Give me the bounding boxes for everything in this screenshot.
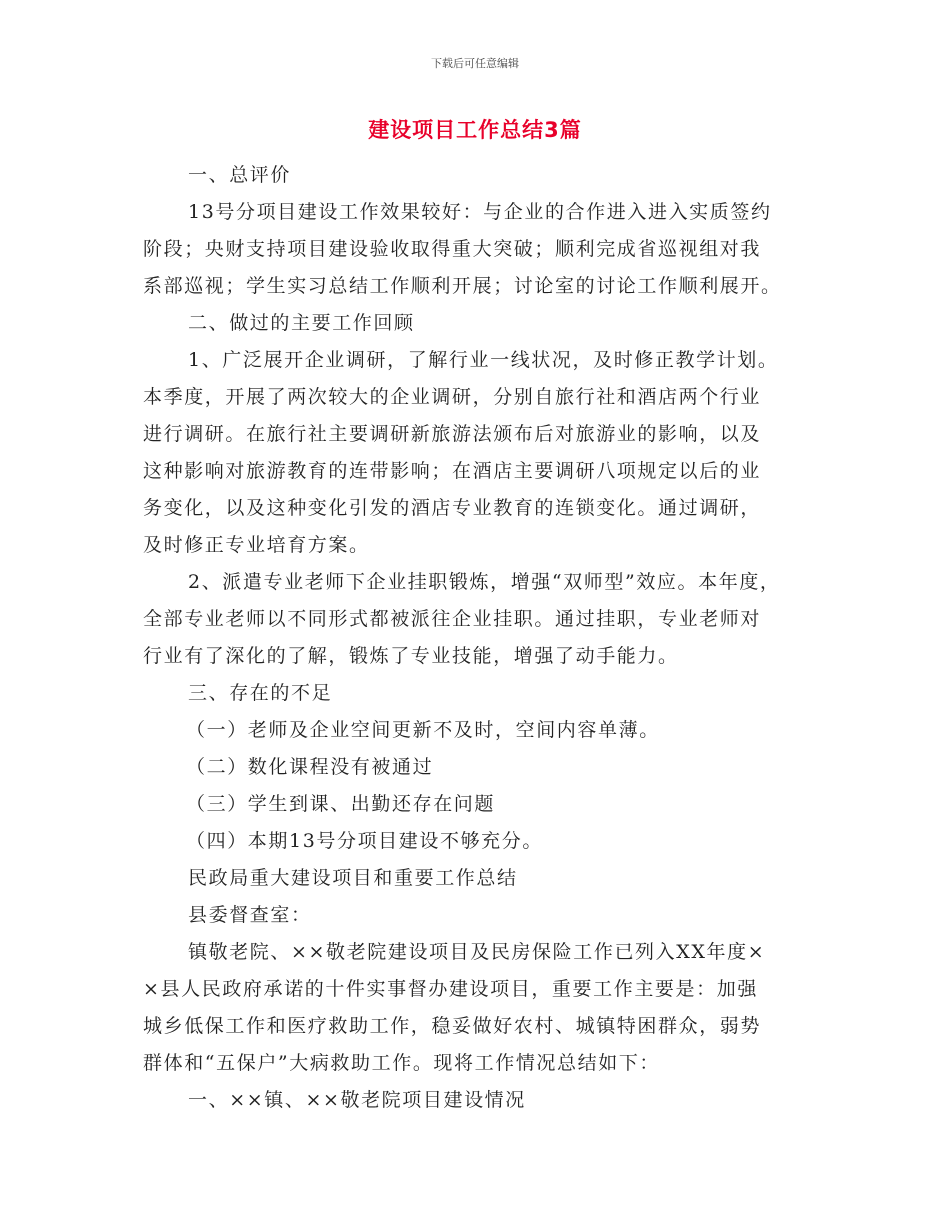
body-line: 务变化，以及这种变化引发的酒店专业教育的连锁变化。通过调研，: [143, 497, 762, 519]
list-item: （四）本期13号分项目建设不够充分。: [186, 830, 543, 852]
body-line: 2、派遣专业老师下企业挂职锻炼，增强“双师型”效应。本年度，: [188, 571, 781, 593]
section-heading: 一、总评价: [188, 164, 292, 186]
section-heading: 二、做过的主要工作回顾: [188, 312, 415, 334]
addressee-line: 县委督查室：: [188, 904, 312, 926]
subtitle-line: 民政局重大建设项目和重要工作总结: [188, 867, 518, 889]
body-line: 阶段；央财支持项目建设验收取得重大突破；顺利完成省巡视组对我: [143, 238, 762, 260]
section-heading: 三、存在的不足: [188, 682, 333, 704]
body-line: 1、广泛展开企业调研，了解行业一线状况，及时修正教学计划。: [188, 349, 779, 371]
list-item: （一）老师及企业空间更新不及时，空间内容单薄。: [186, 719, 660, 741]
body-line: 镇敬老院、××敬老院建设项目及民房保险工作已列入XX年度×: [188, 941, 766, 963]
list-item: （三）学生到课、出勤还存在问题: [186, 793, 496, 815]
body-line: 群体和“五保户”大病救助工作。现将工作情况总结如下：: [143, 1052, 661, 1074]
body-line: 这种影响对旅游教育的连带影响；在酒店主要调研八项规定以后的业: [143, 460, 762, 482]
body-line: ×县人民政府承诺的十件实事督办建设项目，重要工作主要是：加强: [143, 978, 758, 1000]
body-line: 城乡低保工作和医疗救助工作，稳妥做好农村、城镇特困群众，弱势: [143, 1015, 762, 1037]
body-line: 系部巡视；学生实习总结工作顺利开展；讨论室的讨论工作顺利展开。: [143, 275, 782, 297]
section-heading: 一、××镇、××敬老院项目建设情况: [188, 1089, 526, 1111]
body-line: 及时修正专业培育方案。: [143, 534, 370, 556]
page-header-note: 下载后可任意编辑: [431, 57, 519, 70]
body-line: 全部专业老师以不同形式都被派往企业挂职。通过挂职，专业老师对: [143, 608, 762, 630]
document-title: 建设项目工作总结3篇: [368, 118, 582, 142]
body-line: 进行调研。在旅行社主要调研新旅游法颁布后对旅游业的影响，以及: [143, 423, 762, 445]
body-line: 本季度，开展了两次较大的企业调研，分别自旅行社和酒店两个行业: [143, 386, 762, 408]
body-line: 行业有了深化的了解，锻炼了专业技能，增强了动手能力。: [143, 645, 679, 667]
list-item: （二）数化课程没有被通过: [186, 756, 434, 778]
body-line: 13号分项目建设工作效果较好：与企业的合作进入进入实质签约: [188, 201, 772, 223]
